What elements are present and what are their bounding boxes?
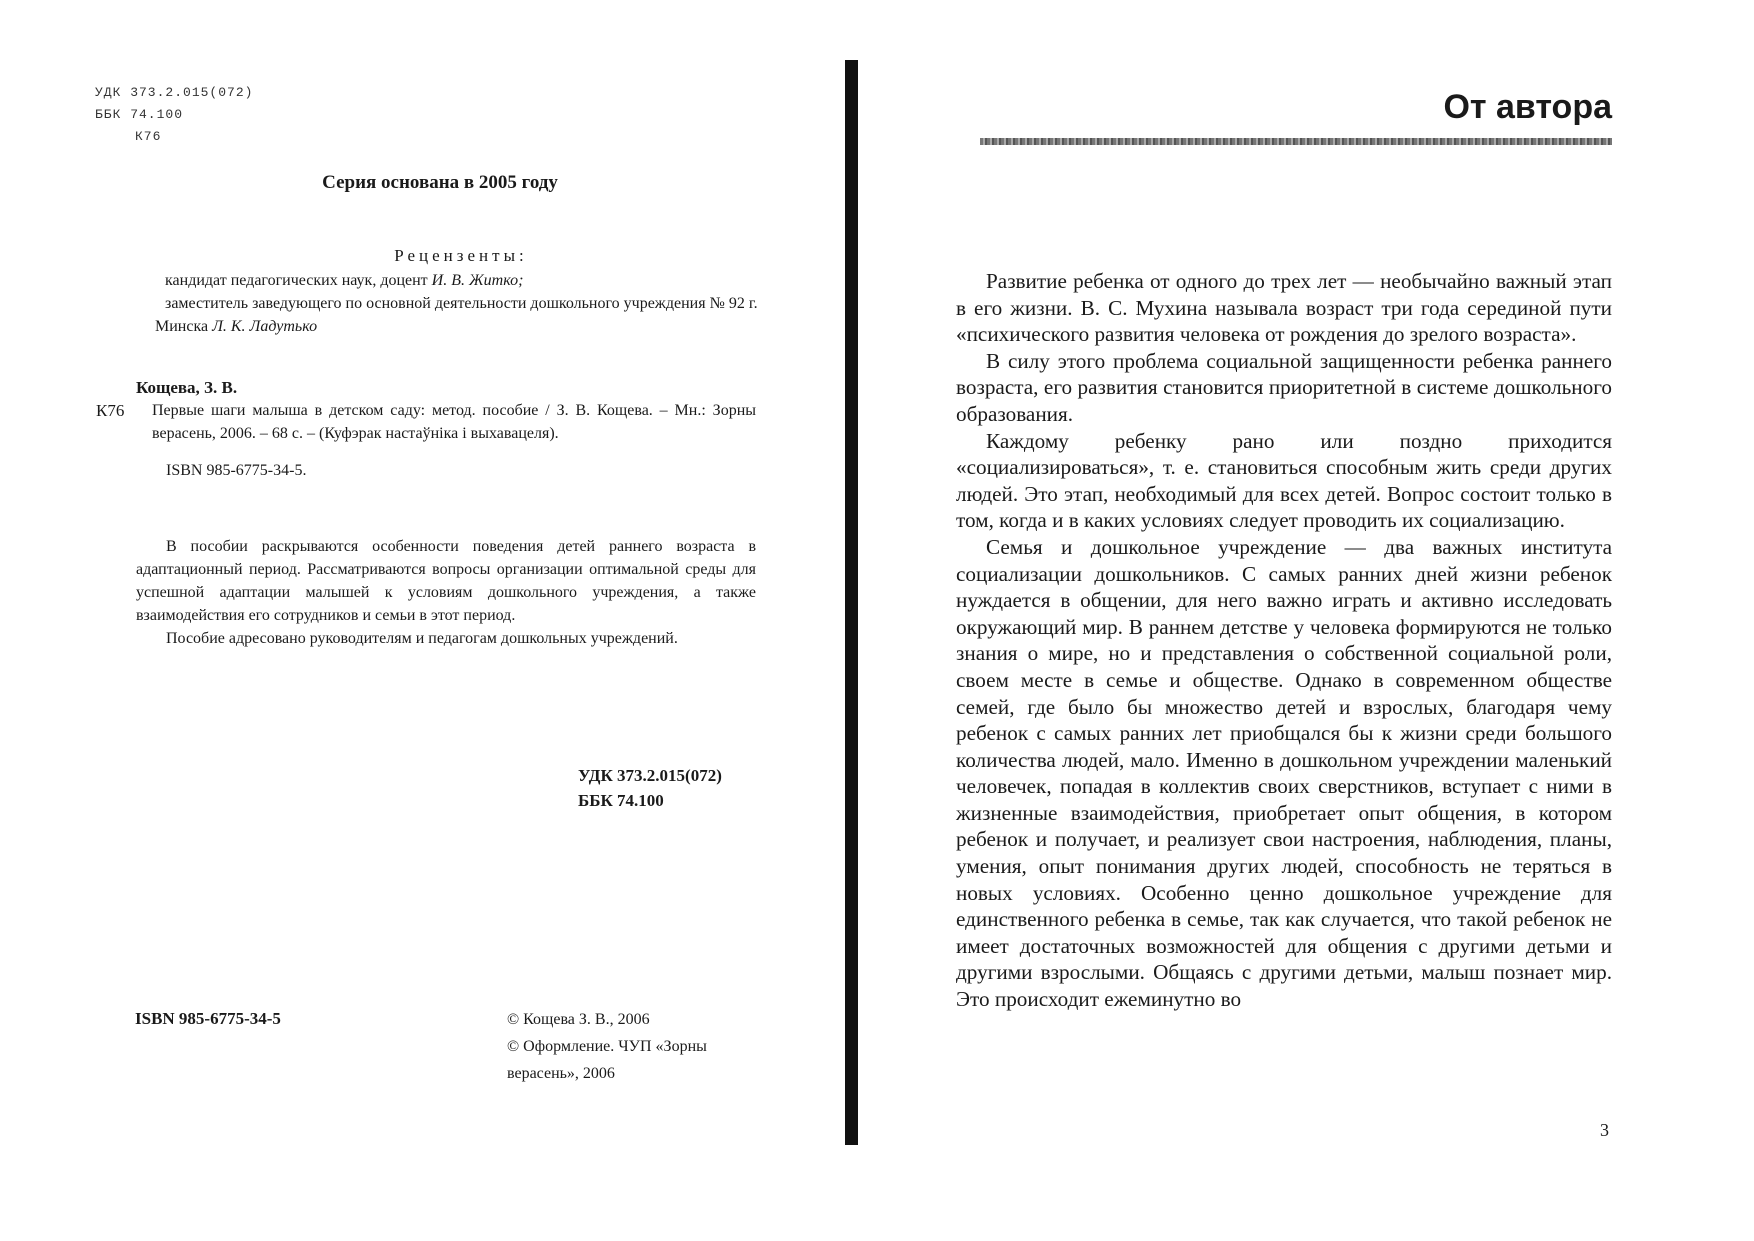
reviewer-2-title: заместитель заведующего по основной деятельности дошкольного учреждения № 92 г. Минска — [155, 295, 758, 335]
main-text — [956, 268, 1612, 1013]
reviewers-heading: Рецензенты: — [394, 246, 528, 265]
book-spine — [845, 60, 858, 1145]
series-note: Серия основана в 2005 году — [322, 172, 558, 193]
body-paragraph: Семья и дошкольное учреждение — два важных института социализации дошкольников. С самых ранних дней жизни ребенок нуждается в общении, для него важно играть и активно исследовать окружающий мир. В раннем детстве у человека формируются не только знания о мире, но и представления о собственной социальной роли, своем месте в семье и обществе. Однако в современном обществе семей, где было бы множество детей и взрослых, благодаря чему ребенок с самых ранних лет приобщался бы к жизни среди большого количества людей, мало. Именно в дошкольном учреждении маленький человечек, попадая в коллектив своих сверстников, вступает с ними в жизненные взаимодействия, приобретает опыт общения, в котором ребенок и получает, и реализует свои настроения, наблюдения, планы, умения, опыт понимания других людей, способность не теряться в новых условиях. Особенно ценно дошкольное учреждение для единственного ребенка в семье, так как случается, что такой ребенок не имеет достаточных возможностей для общения с другими детьми и другими взрослыми. Общаясь с другими детьми, малыш познает мир. Это происходит ежеминутно во — [956, 534, 1612, 1012]
bbk-code: ББК 74.100 — [578, 791, 664, 810]
isbn-bottom: ISBN 985-6775-34-5 — [135, 1009, 281, 1028]
page-number: 3 — [1600, 1120, 1609, 1140]
bib-isbn: ISBN 985-6775-34-5. — [166, 462, 307, 479]
reviewer-1-name: И. В. Житко; — [431, 272, 524, 289]
reviewer-2-name: Л. К. Ладутько — [212, 318, 318, 335]
chapter-title: От автора — [1443, 88, 1612, 126]
body-paragraph: Каждому ребенку рано или поздно приходится «социализироваться», т. е. становиться способным жить среди других людей. Это этап, необходимый для всех детей. Вопрос состоит только в том, когда и в каких условиях следует проводить их социализацию. — [956, 428, 1612, 533]
annotation-paragraph: В пособии раскрываются особенности поведения детей раннего возраста в адаптационный период. Рассматриваются вопросы организации оптимальной среды для успешной адаптации малышей к условиям дошкольного учреждения, а также взаимодействия его сотрудников и семьи в этот период. — [136, 538, 756, 624]
bib-author: Кощева, З. В. — [136, 378, 238, 397]
reviewer-1 — [155, 269, 767, 292]
body-paragraph: Развитие ребенка от одного до трех лет — необычайно важный этап в его жизни. В. С. Мухина называла возраст три года серединой пути «психического развития человека от рождения до зрелого возраста». — [956, 269, 1612, 347]
reviewers-block — [155, 244, 767, 338]
udc-mini-line: К76 — [135, 129, 162, 144]
copyright-line: © Оформление. ЧУП «Зорны верасень», 2006 — [507, 1038, 707, 1082]
udc-mini-line: ББК 74.100 — [95, 107, 184, 122]
reviewer-2 — [155, 292, 767, 338]
annotation-paragraph: Пособие адресовано руководителям и педагогам дошкольных учреждений. — [166, 630, 678, 647]
classification-codes — [578, 763, 722, 813]
reviewer-1-title: кандидат педагогических наук, доцент — [165, 272, 428, 289]
bibliographic-record — [96, 376, 756, 482]
bib-description: Первые шаги малыша в детском саду: метод. пособие / З. В. Кощева. – Мн.: Зорны верасень, 2006. – 68 с. – (Куфэрак настаўніка і выхавацеля). — [152, 402, 756, 442]
title-underline — [980, 138, 1612, 145]
copyright-line: © Кощева З. В., 2006 — [507, 1011, 650, 1028]
udc-mini-line: УДК 373.2.015(072) — [95, 85, 254, 100]
bib-code: К76 — [96, 401, 125, 420]
udc-mini-header — [95, 82, 253, 148]
udc-code: УДК 373.2.015(072) — [578, 766, 722, 785]
bib-row — [96, 399, 756, 445]
annotation — [136, 535, 756, 650]
copyright-block — [507, 1006, 752, 1087]
body-paragraph: В силу этого проблема социальной защищенности ребенка раннего возраста, его развития становится приоритетной в системе дошкольного образования. — [956, 348, 1612, 426]
